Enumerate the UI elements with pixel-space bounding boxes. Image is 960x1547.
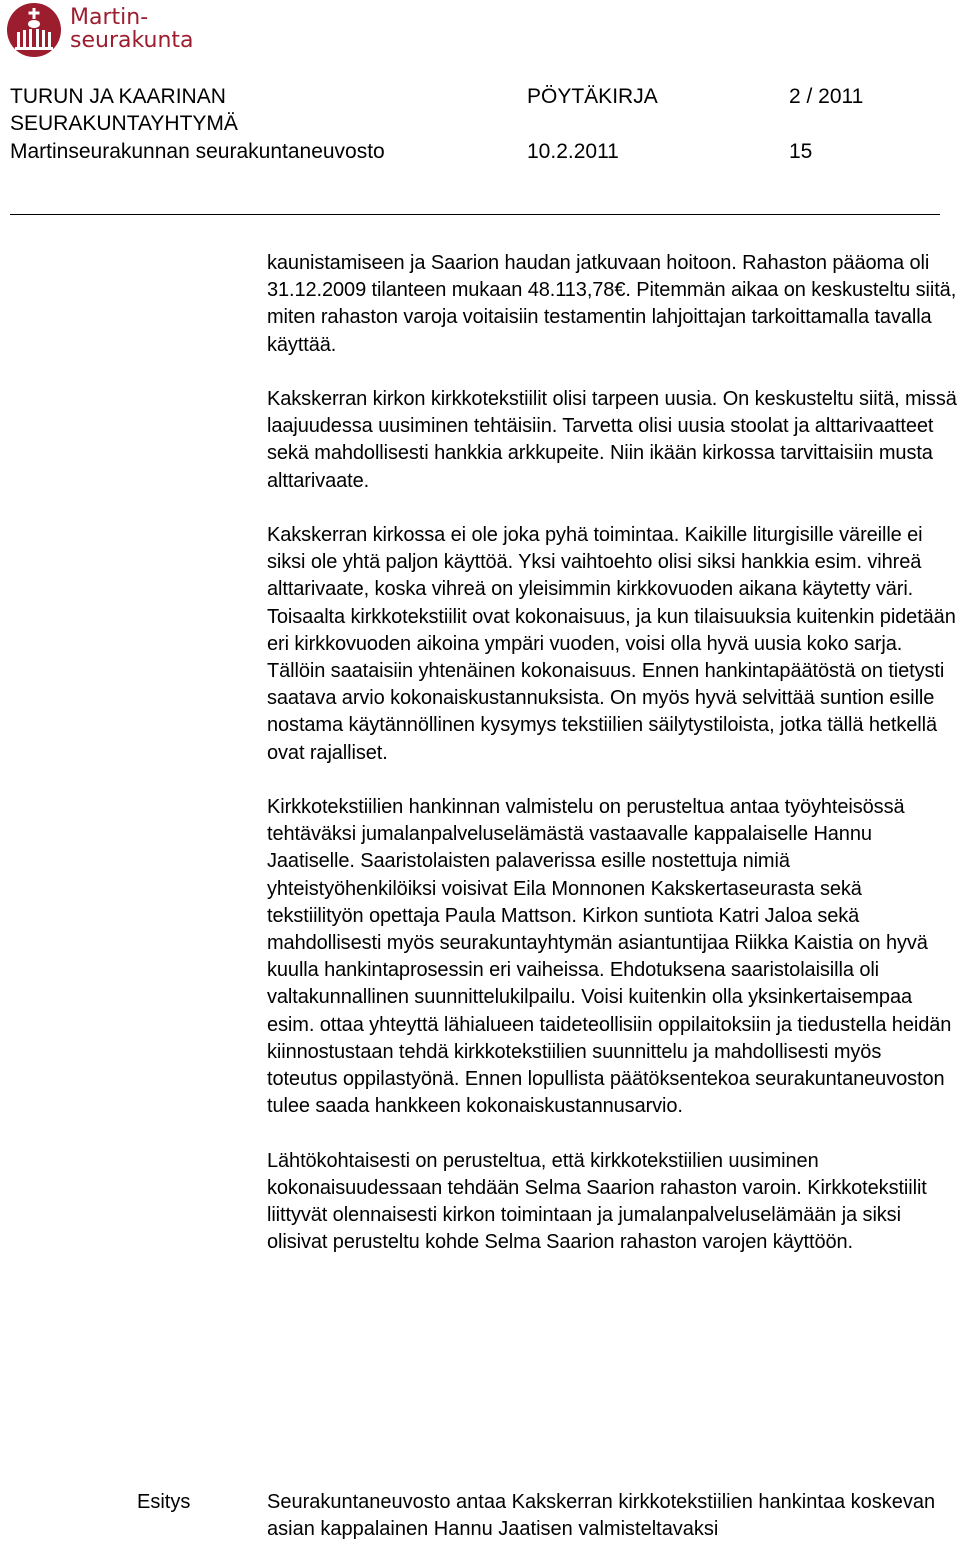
paragraph: Lähtökohtaisesti on perusteltua, että kirkkotekstiilien uusiminen kokonaisuudessaan tehdään Selma Saarion rahaston varoin. Kirkkotekstiilit liittyvät olennaisesti kirkon toimintaan ja jumalanpalveluselämään ja siksi olisivat perusteltu kohde Selma Saarion rahaston varojen käyttöön. xyxy=(267,1149,927,1254)
proposal-text: Seurakuntaneuvosto antaa Kakskerran kirkkotekstiilien hankintaa koskevan asian kappalainen Hannu Jaatisen valmisteltavaksi xyxy=(267,1491,936,1541)
paragraph: kaunistamiseen ja Saarion haudan jatkuvaan hoitoon. Rahaston pääoma oli 31.12.2009 tilanteen mukaan 48.113,78€. Pitemmän aikaa on keskusteltu siitä, miten rahaston varoja voitaisiin testamentin lahjoittajan tarkoittamalla tavalla käyttää. xyxy=(267,252,957,356)
parish-logo xyxy=(6,2,206,58)
document-number: 2 / 2011 xyxy=(789,85,864,108)
minutes-body xyxy=(267,250,957,1256)
council-name: Martinseurakunnan seurakuntaneuvosto xyxy=(10,140,385,163)
logo-wordmark xyxy=(70,6,194,52)
header-divider xyxy=(10,214,940,215)
document-type: PÖYTÄKIRJA xyxy=(527,85,658,108)
church-seal-icon xyxy=(6,2,62,58)
organization-name-line-2: SEURAKUNTAYHTYMÄ xyxy=(10,112,238,135)
paragraph: Kakskerran kirkon kirkkotekstiilit olisi tarpeen uusia. On keskusteltu siitä, missä laajuudessa uusiminen tehtäisiin. Tarvetta olisi uusia stoolat ja alttarivaatteet sekä mahdollisesti hankkia arkkupeite. Niin ikään kirkossa tarvittaisiin musta alttarivaate. xyxy=(267,388,957,492)
proposal-label: Esitys xyxy=(137,1491,191,1513)
page-number: 15 xyxy=(789,140,813,163)
paragraph: Kakskerran kirkossa ei ole joka pyhä toimintaa. Kaikille liturgisille väreille ei siksi ole yhtä paljon käyttöä. Yksi vaihtoehto olisi siksi hankkia esim. vihreä alttarivaate, koska vihreä on yleisimmin kirkkovuoden aikana käytetty väri. Toisaalta kirkkotekstiilit ovat kokonaisuus, ja kun tilaisuuksia kuitenkin pidetään eri kirkkovuoden aikoina ympäri vuoden, voisi olla hyvä uusia koko sarja. Tällöin saataisiin yhtenäinen kokonaisuus. Ennen hankintapäätöstä on tietysti saatava arvio kokonaiskustannuksista. On myös hyvä selvittää suntion esille nostama käytännöllinen kysymys tekstiilien säilytystiloista, jotka tällä hetkellä ovat rajalliset. xyxy=(267,524,956,764)
logo-line-1: Martin- xyxy=(70,5,149,30)
organization-name: TURUN JA KAARINAN xyxy=(10,85,226,108)
logo-line-2: seurakunta xyxy=(70,28,194,53)
meeting-date: 10.2.2011 xyxy=(527,140,619,163)
paragraph: Kirkkotekstiilien hankinnan valmistelu on perusteltua antaa työyhteisössä tehtäväksi jumalanpalveluselämästä vastaavalle kappalaiselle Hannu Jaatiselle. Saaristolaisten palaverissa esille nostettuja nimiä yhteistyöhenkilöiksi voisivat Eila Monnonen Kakskertaseurasta sekä tekstiilityön opettaja Paula Mattson. Kirkon suntiota Katri Jaloa sekä mahdollisesti myös seurakuntayhtymän asiantuntijaa Riikka Kaistia on hyvä kuulla hankintaprosessin eri vaiheissa. Ehdotuksena saaristolaisilla oli valtakunnallinen suunnittelukilpailu. Voisi kuitenkin olla yksinkertaisempaa esim. ottaa yhteyttä lähialueen taideteollisiin oppilaitoksiin ja tiedustella heidän kiinnostustaan tehdä kirkkotekstiilien suunnittelu ja mahdollisesti myös toteutus oppilastyönä. Ennen lopullista päätöksentekoa seurakuntaneuvoston tulee saada hankkeen kokonaiskustannusarvio. xyxy=(267,796,952,1118)
